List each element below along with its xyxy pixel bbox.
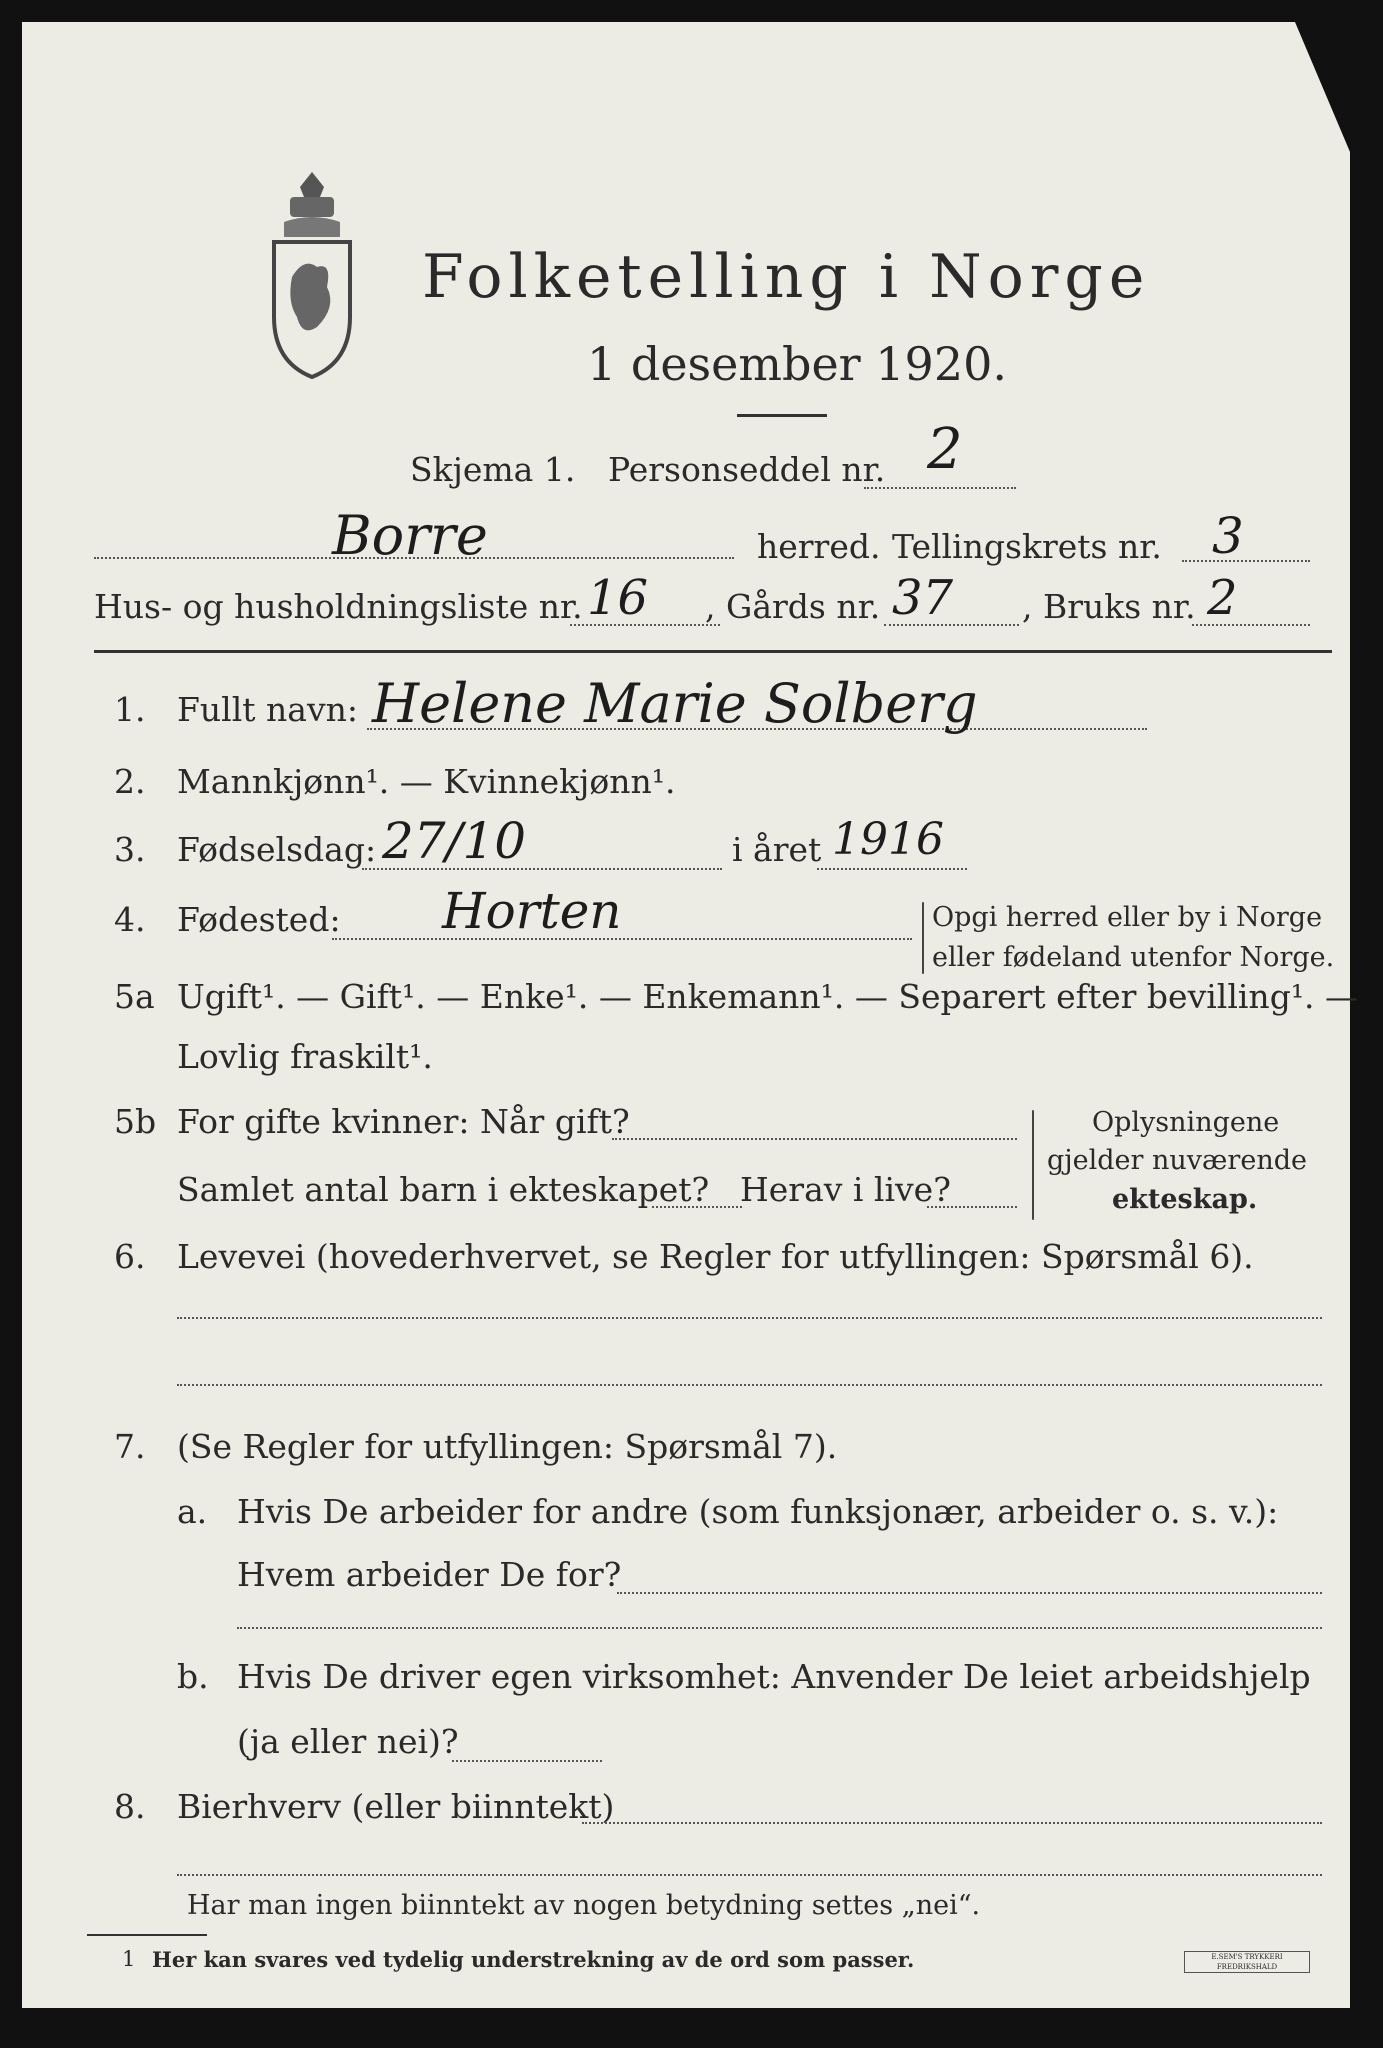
personseddel-dots (864, 487, 1016, 489)
q7b-label-2: (ja eller nei)? (237, 1722, 459, 1761)
q5b-note-3: ekteskap. (1112, 1184, 1258, 1215)
printer-stamp: E.SEM'S TRYKKERI FREDRIKSHALD (1184, 1951, 1310, 1973)
q4-brace (922, 902, 924, 974)
q5b-dots-2 (652, 1206, 742, 1208)
schema-label: Skjema 1. (410, 450, 576, 489)
bruks-label: , Bruks nr. (1022, 587, 1196, 626)
q3-year-dots (817, 868, 967, 870)
q5a-label: Ugift¹. — Gift¹. — Enke¹. — Enkemann¹. — Separert efter bevilling¹. — (177, 977, 1359, 1016)
q4-note-1: Opgi herred eller by i Norge (932, 902, 1323, 933)
q8-label: Bierhverv (eller biinntekt) (177, 1787, 615, 1826)
q1-label: Fullt navn: (177, 690, 358, 729)
husliste-label: Hus- og husholdningsliste nr. (94, 587, 583, 626)
q3-value: 27/10 (382, 812, 527, 870)
q7b-label: Hvis De driver egen virksomhet: Anvender De leiet arbeidshjelp (237, 1657, 1311, 1696)
census-form (22, 22, 1359, 2008)
q7-number: 7. (114, 1427, 146, 1466)
q7a-dots-1 (617, 1592, 1322, 1594)
q5b-label-2: Samlet antal barn i ekteskapet? (177, 1170, 710, 1209)
census-date: 1 desember 1920. (587, 337, 1007, 391)
q3-label: Fødselsdag: (177, 830, 377, 869)
form-title: Folketelling i Norge (422, 242, 1151, 312)
tellingskrets-value: 3 (1212, 507, 1244, 565)
q4-value: Horten (442, 882, 622, 940)
q8-dots-2 (177, 1874, 1322, 1876)
q5b-label-3: Herav i live? (740, 1170, 951, 1209)
q6-dots-2 (177, 1384, 1322, 1386)
q7-label: (Se Regler for utfyllingen: Spørsmål 7). (177, 1427, 838, 1466)
q2-number: 2. (114, 762, 146, 801)
footnote-mark: 1 (122, 1947, 136, 1971)
herred-value: Borre (332, 504, 488, 567)
q5b-brace (1032, 1110, 1034, 1220)
q5b-number: 5b (114, 1102, 157, 1141)
q7a-label-2: Hvem arbeider De for? (237, 1555, 622, 1594)
q4-dots (332, 938, 912, 940)
q7a-letter: a. (177, 1492, 208, 1531)
q6-label: Levevei (hovederhvervet, se Regler for utfyllingen: Spørsmål 6). (177, 1237, 1254, 1276)
personseddel-label: Personseddel nr. (608, 450, 886, 489)
q6-dots-1 (177, 1317, 1322, 1319)
q1-number: 1. (114, 690, 146, 729)
q4-label: Fødested: (177, 900, 341, 939)
bruks-value: 2 (1207, 570, 1238, 626)
q7b-letter: b. (177, 1657, 209, 1696)
q4-number: 4. (114, 900, 146, 939)
q5a-label-2: Lovlig fraskilt¹. (177, 1037, 433, 1076)
q3-year-label: i året (732, 830, 822, 869)
gards-value: 37 (892, 570, 954, 626)
tellingskrets-label: Tellingskrets nr. (892, 527, 1162, 566)
tellingskrets-dots (1182, 560, 1310, 562)
gards-label: , Gårds nr. (705, 587, 881, 626)
norwegian-coat-of-arms-icon (262, 167, 362, 387)
q8-note: Har man ingen biinntekt av nogen betydning settes „nei“. (187, 1890, 981, 1921)
q3-number: 3. (114, 830, 146, 869)
q8-dots-1 (582, 1822, 1322, 1824)
q1-value: Helene Marie Solberg (372, 672, 978, 735)
folded-corner (1295, 22, 1350, 152)
q5b-dots-3 (927, 1206, 1017, 1208)
q4-note-2: eller fødeland utenfor Norge. (932, 942, 1335, 973)
header-rule (94, 650, 1332, 653)
q5b-dots-1 (612, 1138, 1017, 1140)
title-divider (737, 414, 827, 417)
q2-label: Mannkjønn¹. — Kvinnekjønn¹. (177, 762, 676, 801)
q5a-number: 5a (114, 977, 155, 1016)
footnote-text: Her kan svares ved tydelig understrekning av de ord som passer. (152, 1947, 915, 1972)
herred-label: herred. (757, 527, 881, 566)
footnote-rule (87, 1934, 207, 1936)
husliste-value: 16 (587, 570, 649, 626)
q3-year-value: 1916 (832, 814, 944, 865)
q7b-dots (452, 1760, 602, 1762)
q5b-label: For gifte kvinner: Når gift? (177, 1102, 630, 1141)
q5b-note-1: Oplysningene (1092, 1107, 1280, 1138)
q8-number: 8. (114, 1787, 146, 1826)
q6-number: 6. (114, 1237, 146, 1276)
q7a-label: Hvis De arbeider for andre (som funksjonær, arbeider o. s. v.): (237, 1492, 1279, 1531)
q7a-dots-2 (237, 1627, 1322, 1629)
personseddel-value: 2 (927, 417, 963, 482)
q5b-note-2: gjelder nuværende (1047, 1145, 1307, 1176)
